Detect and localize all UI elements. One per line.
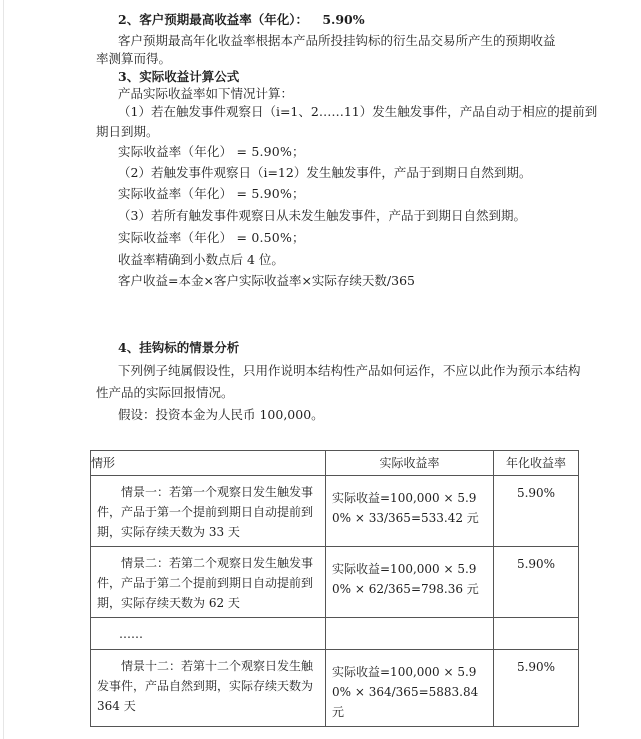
- case-2: （2）若触发事件观察日（i=12）发生触发事件，产品于到期日自然到期。: [118, 165, 532, 180]
- section-2-rate: 5.90%: [322, 12, 365, 27]
- rate-cell: [494, 650, 579, 727]
- scenario-cell: [91, 476, 326, 547]
- rate-cell: [494, 476, 579, 547]
- section-4-para-line2: 性产品的实际回报情况。: [96, 385, 234, 400]
- scenario-table: [90, 450, 579, 727]
- case-3: （3）若所有触发事件观察日从未发生触发事件，产品于到期日自然到期。: [118, 208, 526, 223]
- scenario-text: 情景二：若第二个观察日发生触发事件，产品于第二个提前到期日自动提前到期，实际存续天数为 62 天: [97, 556, 314, 610]
- header-scenario: 情形: [91, 451, 326, 476]
- scenario-cell: [91, 650, 326, 727]
- table-row: [91, 547, 579, 618]
- header-annual-rate: 年化收益率: [494, 451, 579, 476]
- rate-text: 5.90%: [516, 486, 556, 500]
- formula-cell: [326, 650, 494, 727]
- case-1-line1: （1）若在触发事件观察日（i=1、2……11）发生触发事件，产品自动于相应的提前到: [118, 104, 598, 119]
- formula-cell: [326, 618, 494, 650]
- section-3-heading: 3、实际收益计算公式: [118, 69, 240, 84]
- precision-note: 收益率精确到小数点后 4 位。: [118, 252, 284, 267]
- section-2-title: 2、客户预期最高收益率（年化）：: [118, 12, 308, 27]
- formula-text: [326, 618, 493, 634]
- rate-text: 5.90%: [516, 557, 556, 571]
- income-formula: 客户收益=本金×客户实际收益率×实际存续天数/365: [118, 273, 415, 288]
- formula-text: 实际收益=100,000 × 5.90% × 364/365=5883.84 元: [332, 665, 479, 719]
- scenario-text: ……: [119, 627, 143, 641]
- case-1-rate: 实际收益率（年化） = 5.90%；: [118, 144, 305, 159]
- section-4-heading: 4、挂钩标的情景分析: [118, 340, 240, 355]
- section-2-heading: [118, 12, 365, 28]
- table-header-row: [91, 451, 579, 476]
- formula-cell: [326, 547, 494, 618]
- table-row: [91, 650, 579, 727]
- rate-cell: [494, 618, 579, 650]
- section-2-para-line1: 客户预期最高年化收益率根据本产品所投挂钩标的衍生品交易所产生的预期收益: [118, 33, 556, 48]
- header-actual-return: 实际收益率: [326, 451, 494, 476]
- scenario-cell: [91, 547, 326, 618]
- scenario-text: 情景一：若第一个观察日发生触发事件，产品于第一个提前到期日自动提前到期，实际存续天数为 33 天: [97, 485, 314, 539]
- page-edge: [3, 0, 4, 739]
- formula-cell: [326, 476, 494, 547]
- table-row: [91, 618, 579, 650]
- assumption: 假设：投资本金为人民币 100,000。: [118, 407, 324, 422]
- table-row: [91, 476, 579, 547]
- scenario-text: 情景十二：若第十二个观察日发生触发事件，产品自然到期，实际存续天数为 364 天: [97, 659, 314, 713]
- case-1-line2: 期日到期。: [96, 124, 159, 139]
- case-3-rate: 实际收益率（年化） = 0.50%；: [118, 230, 305, 245]
- formula-text: 实际收益=100,000 × 5.90% × 62/365=798.36 元: [332, 562, 479, 596]
- section-4-para-line1: 下列例子纯属假设性，只用作说明本结构性产品如何运作，不应以此作为预示本结构: [118, 363, 581, 378]
- scenario-cell: [91, 618, 326, 650]
- section-3-intro: 产品实际收益率如下情况计算：: [118, 86, 294, 101]
- section-2-para-line2: 率测算而得。: [96, 51, 172, 66]
- formula-text: 实际收益=100,000 × 5.90% × 33/365=533.42 元: [332, 491, 479, 525]
- rate-cell: [494, 547, 579, 618]
- rate-text: [494, 618, 578, 628]
- rate-text: 5.90%: [516, 660, 556, 674]
- case-2-rate: 实际收益率（年化） = 5.90%；: [118, 186, 305, 201]
